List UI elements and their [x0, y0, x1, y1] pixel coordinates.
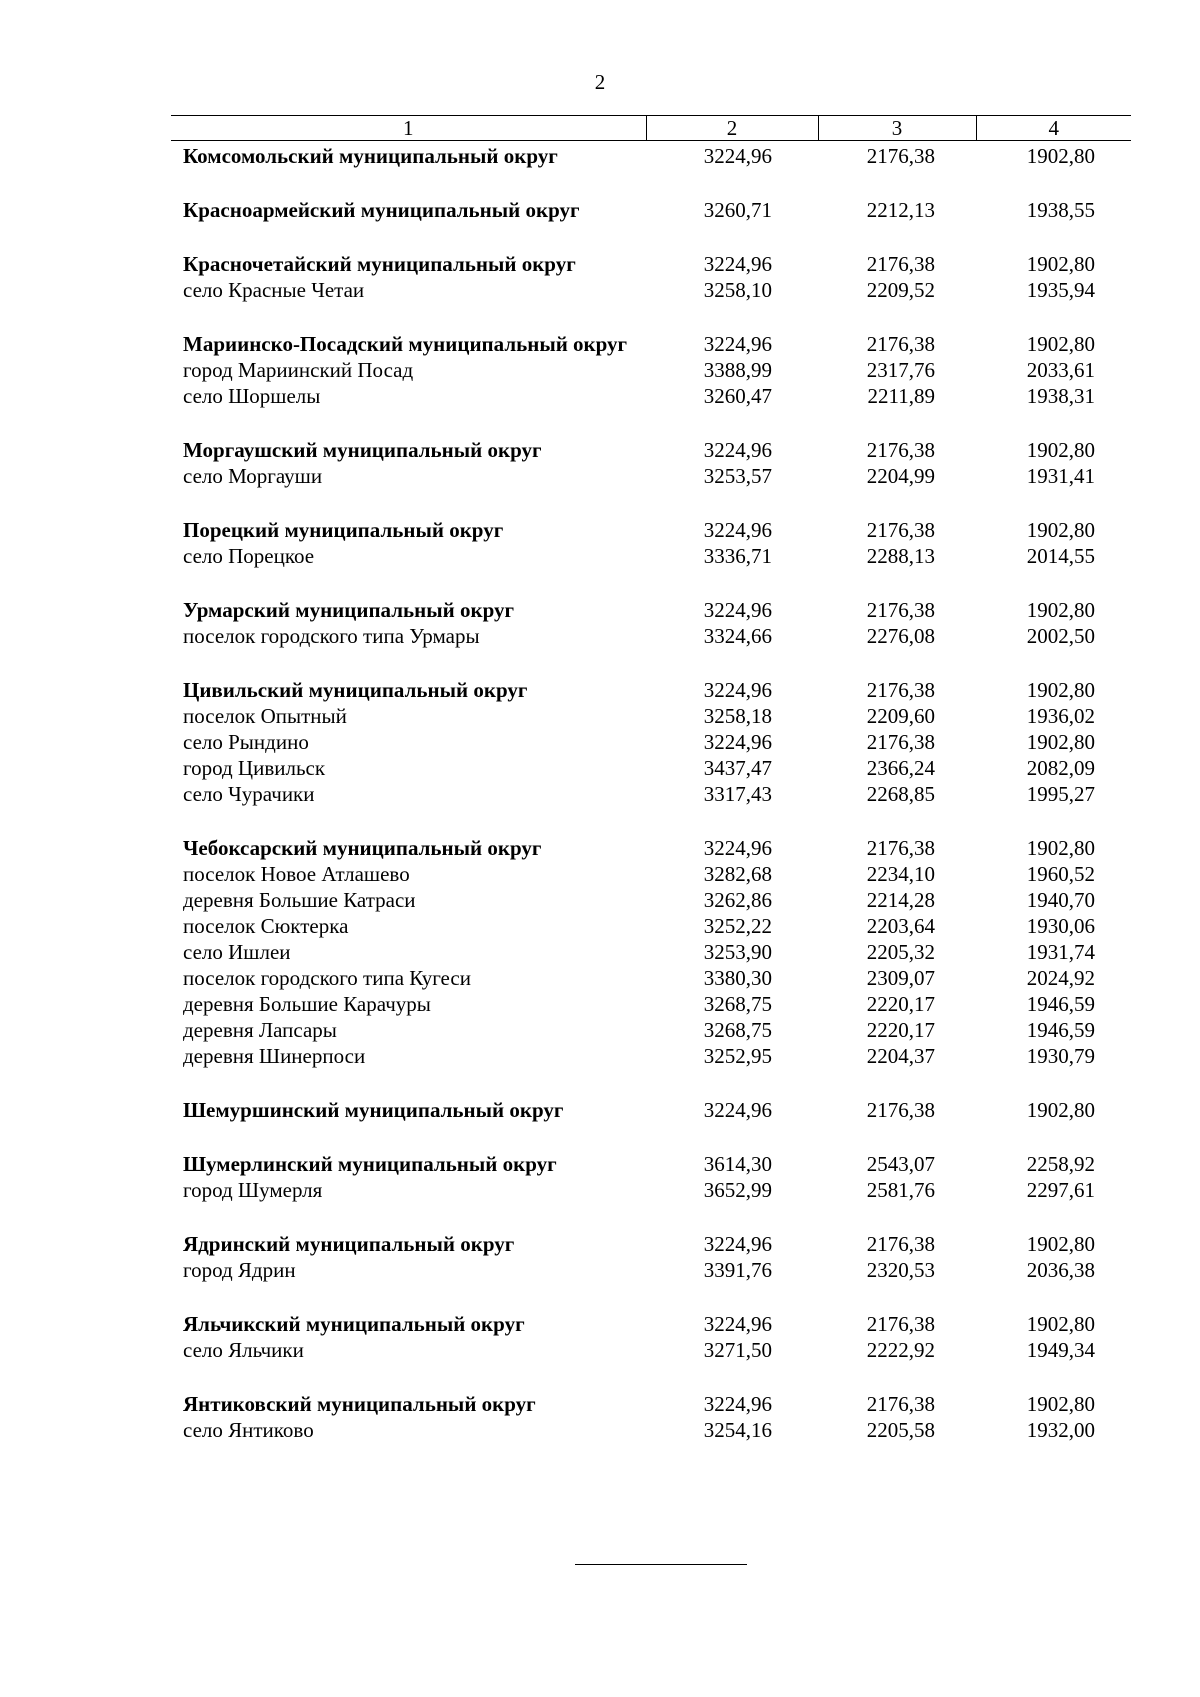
value-column-2: 3224,96 [703, 1232, 772, 1256]
settlement-name: деревня Большие Карачуры [183, 992, 431, 1016]
settlement-row [171, 913, 1131, 939]
value-column-3: 2209,52 [866, 278, 935, 302]
okrug-name: Ядринский муниципальный округ [183, 1232, 515, 1256]
settlement-name: город Шумерля [183, 1178, 323, 1202]
value-column-3: 2176,38 [866, 332, 935, 356]
value-column-2: 3224,96 [703, 332, 772, 356]
column-header-2: 2 [646, 116, 818, 141]
value-column-4: 1960,52 [1026, 862, 1095, 886]
value-column-3: 2176,38 [866, 1232, 935, 1256]
value-column-2: 3252,95 [703, 1044, 772, 1068]
okrug-name: Красноармейский муниципальный округ [183, 198, 580, 222]
settlement-row [171, 1017, 1131, 1043]
okrug-row [171, 569, 1131, 623]
okrug-name: Урмарский муниципальный округ [183, 598, 515, 622]
value-column-2: 3260,47 [703, 384, 772, 408]
settlement-row [171, 887, 1131, 913]
value-column-4: 1938,31 [1026, 384, 1095, 408]
value-column-3: 2220,17 [866, 1018, 935, 1042]
value-column-2: 3224,96 [703, 1392, 772, 1416]
okrug-row [171, 1123, 1131, 1177]
okrug-row [171, 169, 1131, 223]
okrug-row [171, 1069, 1131, 1123]
value-column-2: 3224,96 [703, 836, 772, 860]
value-column-4: 1902,80 [1026, 438, 1095, 462]
value-column-3: 2543,07 [866, 1152, 935, 1176]
value-column-2: 3254,16 [703, 1418, 772, 1442]
value-column-3: 2176,38 [866, 1392, 935, 1416]
value-column-2: 3224,96 [703, 252, 772, 276]
value-column-2: 3324,66 [703, 624, 772, 648]
value-column-4: 1902,80 [1026, 1232, 1095, 1256]
value-column-2: 3262,86 [703, 888, 772, 912]
settlement-name: деревня Большие Катраси [183, 888, 416, 912]
value-column-3: 2209,60 [866, 704, 935, 728]
okrug-row [171, 489, 1131, 543]
value-column-3: 2288,13 [866, 544, 935, 568]
okrug-name: Порецкий муниципальный округ [183, 518, 504, 542]
value-column-3: 2276,08 [866, 624, 935, 648]
value-column-4: 1902,80 [1026, 598, 1095, 622]
value-column-3: 2204,37 [866, 1044, 935, 1068]
settlement-row [171, 755, 1131, 781]
value-column-4: 2002,50 [1026, 624, 1095, 648]
value-column-3: 2205,58 [866, 1418, 935, 1442]
settlement-row [171, 1417, 1131, 1443]
okrug-name: Чебоксарский муниципальный округ [183, 836, 542, 860]
column-header-4: 4 [976, 116, 1131, 141]
value-column-2: 3258,10 [703, 278, 772, 302]
settlement-row [171, 623, 1131, 649]
settlement-row [171, 1257, 1131, 1283]
value-column-3: 2176,38 [866, 144, 935, 168]
value-column-4: 1902,80 [1026, 332, 1095, 356]
value-column-4: 1949,34 [1026, 1338, 1095, 1362]
settlement-row [171, 703, 1131, 729]
okrug-row [171, 223, 1131, 277]
settlement-row [171, 543, 1131, 569]
value-column-4: 1902,80 [1026, 518, 1095, 542]
column-header-3: 3 [818, 116, 976, 141]
value-column-4: 1902,80 [1026, 1392, 1095, 1416]
settlement-row [171, 781, 1131, 807]
value-column-2: 3224,96 [703, 438, 772, 462]
settlement-row [171, 463, 1131, 489]
value-column-4: 1946,59 [1026, 1018, 1095, 1042]
settlement-name: село Чурачики [183, 782, 315, 806]
value-column-3: 2176,38 [866, 438, 935, 462]
settlement-name: село Яльчики [183, 1338, 304, 1362]
value-column-2: 3224,96 [703, 678, 772, 702]
value-column-2: 3271,50 [703, 1338, 772, 1362]
value-column-2: 3252,22 [703, 914, 772, 938]
value-column-3: 2212,13 [866, 198, 935, 222]
okrug-name: Красночетайский муниципальный округ [183, 252, 576, 276]
settlement-row [171, 357, 1131, 383]
value-column-4: 1902,80 [1026, 1312, 1095, 1336]
value-column-3: 2204,99 [866, 464, 935, 488]
value-column-4: 1995,27 [1026, 782, 1095, 806]
value-column-4: 2014,55 [1026, 544, 1095, 568]
column-header-1: 1 [171, 116, 646, 141]
value-column-3: 2581,76 [866, 1178, 935, 1202]
value-column-3: 2320,53 [866, 1258, 935, 1282]
value-column-2: 3380,30 [703, 966, 772, 990]
value-column-2: 3282,68 [703, 862, 772, 886]
value-column-4: 1902,80 [1026, 1098, 1095, 1122]
settlement-name: поселок Сюктерка [183, 914, 349, 938]
settlement-name: село Ишлеи [183, 940, 291, 964]
settlement-name: город Мариинский Посад [183, 358, 414, 382]
settlement-name: деревня Лапсары [183, 1018, 337, 1042]
settlement-row [171, 1177, 1131, 1203]
value-column-3: 2222,92 [866, 1338, 935, 1362]
okrug-row [171, 807, 1131, 861]
value-column-4: 1931,74 [1026, 940, 1095, 964]
okrug-name: Мариинско-Посадский муниципальный округ [183, 332, 628, 356]
value-column-2: 3437,47 [703, 756, 772, 780]
value-column-3: 2309,07 [866, 966, 935, 990]
okrug-name: Янтиковский муниципальный округ [183, 1392, 536, 1416]
value-column-4: 2082,09 [1026, 756, 1095, 780]
settlement-row [171, 965, 1131, 991]
value-column-3: 2234,10 [866, 862, 935, 886]
page-number: 2 [594, 70, 606, 94]
value-column-4: 1902,80 [1026, 678, 1095, 702]
value-column-3: 2205,32 [866, 940, 935, 964]
table-body [171, 141, 1131, 1444]
value-column-4: 1940,70 [1026, 888, 1095, 912]
value-column-2: 3224,96 [703, 1312, 772, 1336]
okrug-name: Яльчикский муниципальный округ [183, 1312, 525, 1336]
table-header [171, 116, 1131, 141]
value-column-4: 1902,80 [1026, 144, 1095, 168]
value-column-4: 2036,38 [1026, 1258, 1095, 1282]
value-column-4: 1902,80 [1026, 252, 1095, 276]
value-column-3: 2220,17 [866, 992, 935, 1016]
value-column-4: 1938,55 [1026, 198, 1095, 222]
settlement-name: село Моргауши [183, 464, 323, 488]
value-column-2: 3224,96 [703, 1098, 772, 1122]
value-column-2: 3253,90 [703, 940, 772, 964]
value-column-2: 3224,96 [703, 518, 772, 542]
settlement-row [171, 1043, 1131, 1069]
value-column-3: 2176,38 [866, 836, 935, 860]
okrug-name: Комсомольский муниципальный округ [183, 144, 558, 168]
settlement-name: город Цивильск [183, 756, 326, 780]
value-column-3: 2176,38 [866, 518, 935, 542]
value-column-3: 2176,38 [866, 730, 935, 754]
settlement-name: поселок городского типа Кугеси [183, 966, 471, 990]
okrug-name: Шемуршинский муниципальный округ [183, 1098, 564, 1122]
value-column-2: 3388,99 [703, 358, 772, 382]
value-column-4: 1936,02 [1026, 704, 1095, 728]
okrug-name: Шумерлинский муниципальный округ [183, 1152, 557, 1176]
settlement-name: деревня Шинерпоси [183, 1044, 366, 1068]
value-column-3: 2366,24 [866, 756, 935, 780]
settlement-name: село Красные Четаи [183, 278, 365, 302]
settlement-row [171, 277, 1131, 303]
okrug-name: Моргаушский муниципальный округ [183, 438, 542, 462]
settlement-name: город Ядрин [183, 1258, 296, 1282]
header-row [171, 116, 1131, 141]
okrug-row [171, 649, 1131, 703]
value-column-3: 2176,38 [866, 598, 935, 622]
value-column-2: 3224,96 [703, 730, 772, 754]
settlement-name: село Порецкое [183, 544, 315, 568]
value-column-2: 3317,43 [703, 782, 772, 806]
settlement-row [171, 861, 1131, 887]
value-column-4: 2033,61 [1026, 358, 1095, 382]
settlement-name: село Рындино [183, 730, 309, 754]
value-column-4: 1946,59 [1026, 992, 1095, 1016]
value-column-3: 2268,85 [866, 782, 935, 806]
value-column-2: 3253,57 [703, 464, 772, 488]
value-column-3: 2176,38 [866, 252, 935, 276]
value-column-3: 2176,38 [866, 1098, 935, 1122]
okrug-row [171, 1203, 1131, 1257]
value-column-2: 3224,96 [703, 144, 772, 168]
value-column-3: 2203,64 [866, 914, 935, 938]
settlement-row [171, 991, 1131, 1017]
value-column-2: 3268,75 [703, 992, 772, 1016]
settlement-name: поселок Новое Атлашево [183, 862, 410, 886]
value-column-3: 2211,89 [867, 384, 935, 408]
settlement-name: село Янтиково [183, 1418, 314, 1442]
value-column-4: 2024,92 [1026, 966, 1095, 990]
value-column-4: 1930,06 [1026, 914, 1095, 938]
value-column-4: 1902,80 [1026, 836, 1095, 860]
settlement-row [171, 383, 1131, 409]
settlement-row [171, 939, 1131, 965]
value-column-3: 2317,76 [866, 358, 935, 382]
settlement-row [171, 1337, 1131, 1363]
okrug-row [171, 409, 1131, 463]
okrug-name: Цивильский муниципальный округ [183, 678, 528, 702]
value-column-2: 3614,30 [703, 1152, 772, 1176]
okrug-row [171, 303, 1131, 357]
end-of-document-rule [575, 1564, 747, 1565]
settlement-row [171, 729, 1131, 755]
value-column-4: 1931,41 [1026, 464, 1095, 488]
value-column-4: 2297,61 [1026, 1178, 1095, 1202]
value-column-2: 3391,76 [703, 1258, 772, 1282]
value-column-4: 1930,79 [1026, 1044, 1095, 1068]
value-column-3: 2176,38 [866, 1312, 935, 1336]
value-column-4: 2258,92 [1026, 1152, 1095, 1176]
value-column-2: 3224,96 [703, 598, 772, 622]
okrug-row [171, 141, 1131, 170]
value-column-4: 1932,00 [1026, 1418, 1095, 1442]
settlement-name: село Шоршелы [183, 384, 321, 408]
settlement-name: поселок городского типа Урмары [183, 624, 480, 648]
value-column-4: 1902,80 [1026, 730, 1095, 754]
okrug-row [171, 1363, 1131, 1417]
value-column-3: 2176,38 [866, 678, 935, 702]
settlement-name: поселок Опытный [183, 704, 347, 728]
value-column-2: 3258,18 [703, 704, 772, 728]
value-column-3: 2214,28 [866, 888, 935, 912]
value-column-2: 3336,71 [703, 544, 772, 568]
value-column-2: 3260,71 [703, 198, 772, 222]
value-column-2: 3268,75 [703, 1018, 772, 1042]
okrug-row [171, 1283, 1131, 1337]
value-column-4: 1935,94 [1026, 278, 1095, 302]
tariff-table [171, 115, 1131, 1443]
value-column-2: 3652,99 [703, 1178, 772, 1202]
